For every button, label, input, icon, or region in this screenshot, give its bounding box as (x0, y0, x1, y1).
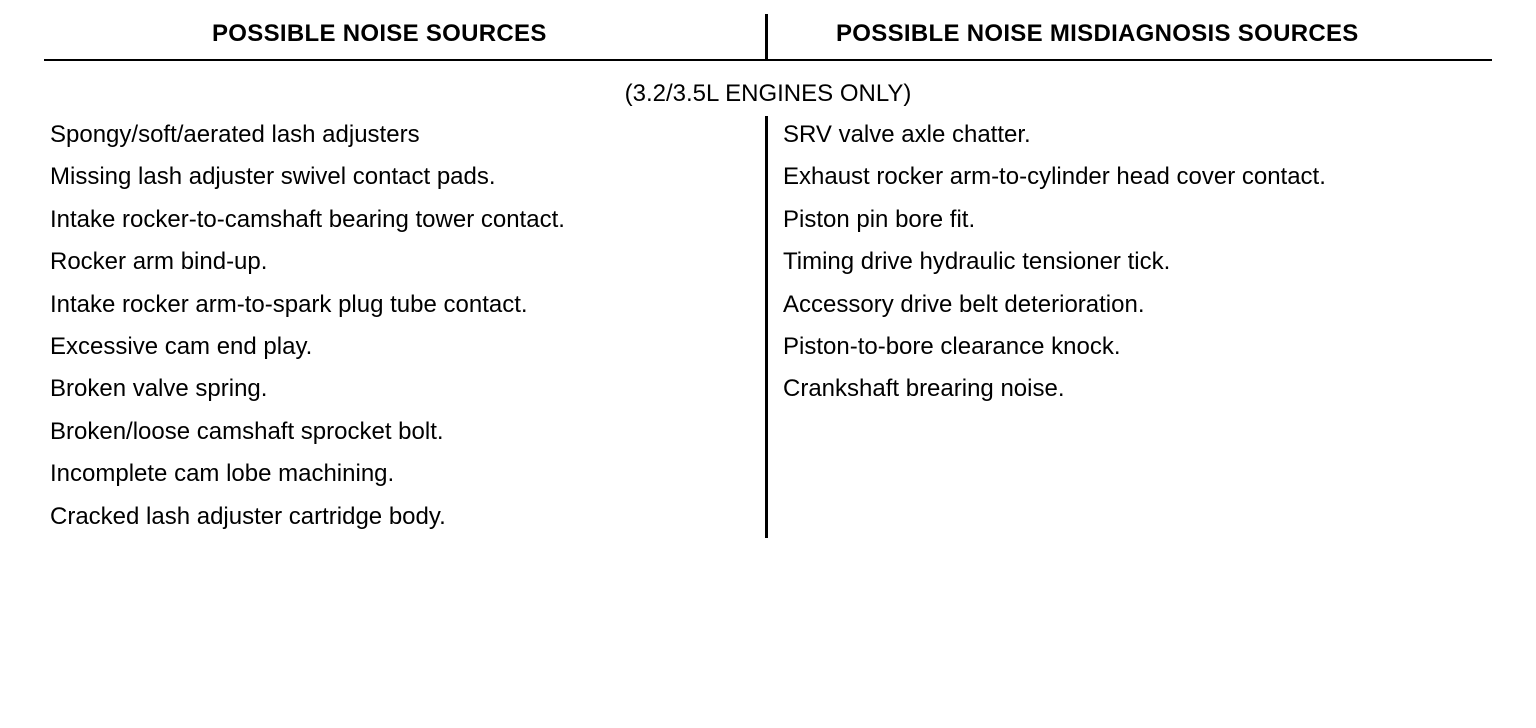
list-item: Exhaust rocker arm-to-cylinder head cover contact. (783, 163, 1326, 191)
misdiagnosis-sources-header: POSSIBLE NOISE MISDIAGNOSIS SOURCES (836, 20, 1359, 47)
list-item: SRV valve axle chatter. (783, 121, 1031, 148)
list-item: Timing drive hydraulic tensioner tick. (783, 248, 1171, 276)
list-item: Crankshaft brearing noise. (783, 375, 1065, 403)
list-item: Accessory drive belt deterioration. (783, 290, 1145, 318)
list-item: Spongy/soft/aerated lash adjusters (50, 121, 420, 148)
list-item: Incomplete cam lobe machining. (50, 460, 395, 488)
list-item: Piston-to-bore clearance knock. (783, 332, 1121, 360)
list-item: Rocker arm bind-up. (50, 248, 268, 276)
engine-scope-subtitle: (3.2/3.5L ENGINES ONLY) (624, 80, 912, 107)
list-item: Excessive cam end play. (50, 332, 313, 360)
list-item: Broken valve spring. (50, 375, 268, 403)
misdiagnosis-sources-list (783, 118, 1326, 415)
list-item: Intake rocker arm-to-spark plug tube contact. (50, 290, 528, 318)
noise-sources-list (50, 118, 565, 542)
list-item: Broken/loose camshaft sprocket bolt. (50, 417, 444, 445)
list-item: Missing lash adjuster swivel contact pads. (50, 163, 496, 191)
list-item: Intake rocker-to-camshaft bearing tower contact. (50, 205, 565, 233)
list-item: Piston pin bore fit. (783, 205, 976, 233)
list-item: Cracked lash adjuster cartridge body. (50, 502, 446, 530)
possible-noise-sources-header: POSSIBLE NOISE SOURCES (212, 20, 547, 47)
body-column-divider (765, 116, 768, 538)
header-column-divider (765, 14, 768, 60)
header-underline (44, 59, 1492, 61)
